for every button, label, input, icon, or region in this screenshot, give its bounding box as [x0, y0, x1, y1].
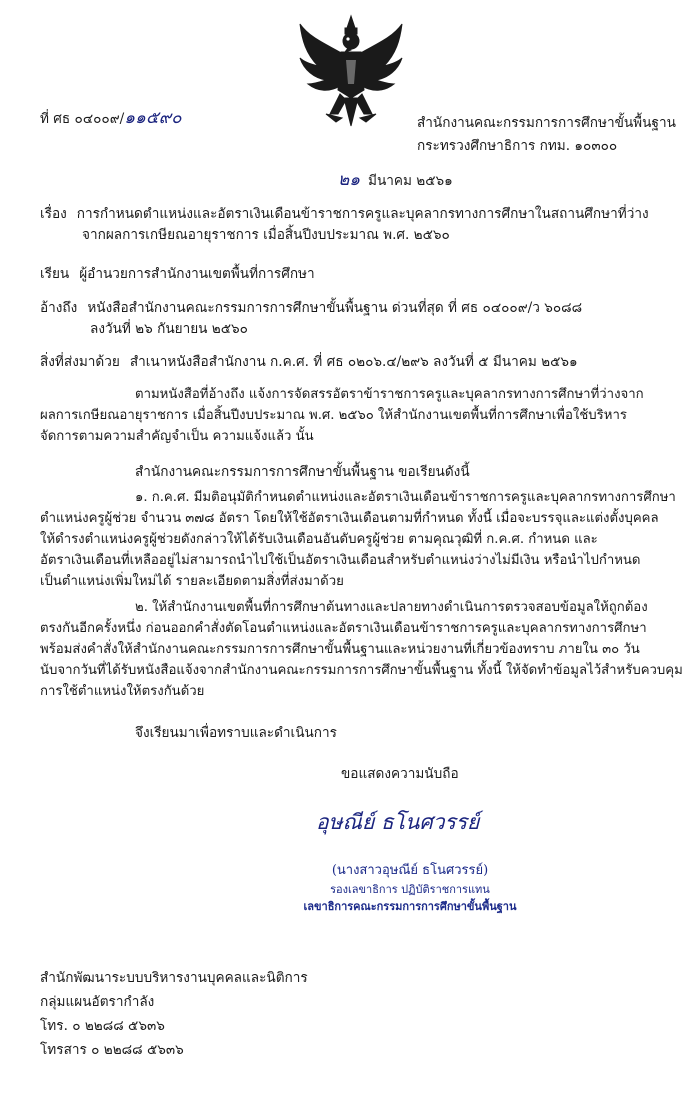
- item1-line-1: ๑. ก.ค.ศ. มีมติอนุมัติกำหนดตำแหน่งและอัตราเงินเดือนข้าราชการครูและบุคลากรทางการศึกษา: [135, 490, 676, 505]
- org-line-2: กระทรวงศึกษาธิการ กทม. ๑๐๓๐๐: [417, 138, 618, 154]
- org-line-1: สำนักงานคณะกรรมการการศึกษาขั้นพื้นฐาน: [417, 115, 676, 131]
- body-paragraph-1: [40, 384, 680, 447]
- reference-section: [40, 298, 680, 340]
- subject-line-1: การกำหนดตำแหน่งและอัตราเงินเดือนข้าราชการครูและบุคลากรทางการศึกษาในสถานศึกษาที่ว่าง: [76, 206, 649, 222]
- reference-line-2: ลงวันที่ ๒๖ กันยายน ๒๕๖๐: [90, 321, 248, 337]
- subject-line-2: จากผลการเกษียณอายุราชการ เมื่อสิ้นปีงบประมาณ พ.ศ. ๒๕๖๐: [82, 227, 450, 243]
- para2-text: สำนักงานคณะกรรมการการศึกษาขั้นพื้นฐาน ขอเรียนดังนี้: [135, 464, 470, 480]
- para1-line-3: จัดการตามความสำคัญจำเป็น ความแจ้งแล้ว นั้น: [40, 429, 314, 444]
- signature-block: [300, 860, 520, 915]
- document-date: [338, 170, 453, 192]
- item1-line-5: เป็นตำแหน่งเพิ่มใหม่ได้ รายละเอียดตามสิ่งที่ส่งมาด้วย: [40, 574, 344, 589]
- item2-line-3: พร้อมส่งคำสั่งให้สำนักงานคณะกรรมการการศึกษาขั้นพื้นฐานและหน่วยงานที่เกี่ยวข้องทราบ ภายใน ๓๐ วัน: [40, 642, 640, 657]
- para1-line-2: ผลการเกษียณอายุราชการ เมื่อสิ้นปีงบประมาณ พ.ศ. ๒๕๖๐ ให้สำนักงานเขตพื้นที่การศึกษาเพื่อใช้บริหาร: [40, 408, 627, 423]
- item2-line-1: ๒. ให้สำนักงานเขตพื้นที่การศึกษาต้นทางและปลายทางดำเนินการตรวจสอบข้อมูลให้ถูกต้อง: [135, 600, 648, 615]
- para1-line-1: ตามหนังสือที่อ้างถึง แจ้งการจัดสรรอัตราข้าราชการครูและบุคลากรทางการศึกษาที่ว่างจาก: [135, 387, 644, 402]
- garuda-emblem: [296, 14, 406, 132]
- signatory-position-1: รองเลขาธิการ ปฏิบัติราชการแทน: [330, 883, 490, 896]
- reference-line-1: หนังสือสำนักงานคณะกรรมการการศึกษาขั้นพื้นฐาน ด่วนที่สุด ที่ ศธ ๐๔๐๐๙/ว ๖๐๘๘: [87, 300, 583, 316]
- footer-fax: โทรสาร ๐ ๒๒๘๘ ๕๖๓๖: [40, 1042, 184, 1058]
- body-item-1: [40, 487, 680, 592]
- footer-tel: โทร. ๐ ๒๒๘๘ ๕๖๓๖: [40, 1018, 165, 1034]
- addressee-label: เรียน: [40, 266, 70, 282]
- body-paragraph-2: [135, 462, 470, 483]
- ref-number-handwritten: ๑๑๕๙๐: [124, 108, 182, 128]
- date-day-handwritten: ๒๑: [338, 170, 360, 190]
- footer-contact: [40, 966, 440, 1062]
- item1-line-3: ให้ดำรงตำแหน่งครูผู้ช่วยดังกล่าวให้ได้รับเงินเดือนอันดับครูผู้ช่วย ตามคุณวุฒิที่ ก.ค.ศ. กำหนด และ: [40, 532, 598, 547]
- subject-label: เรื่อง: [40, 206, 67, 222]
- enclosure-label: สิ่งที่ส่งมาด้วย: [40, 354, 120, 370]
- signatory-position-2: เลขาธิการคณะกรรมการการศึกษาขั้นพื้นฐาน: [303, 900, 517, 913]
- subject-section: [40, 204, 680, 246]
- item2-line-4: นับจากวันที่ได้รับหนังสือแจ้งจากสำนักงานคณะกรรมการการศึกษาขั้นพื้นฐาน ทั้งนี้ ให้จัดทำข้อมูลไว้สำหรับควบคุม: [40, 663, 683, 678]
- item1-line-2: ตำแหน่งครูผู้ช่วย จำนวน ๓๗๘ อัตรา โดยให้ใช้อัตราเงินเดือนตามที่กำหนด ทั้งนี้ เมื่อจะบรรจุและแต่งตั้งบุคคล: [40, 511, 659, 526]
- issuing-organization: [417, 113, 676, 157]
- ref-prefix: ที่ ศธ ๐๔๐๐๙/: [40, 111, 125, 127]
- item2-line-5: การใช้ตำแหน่งให้ตรงกันด้วย: [40, 684, 205, 699]
- closing-line: [135, 723, 337, 744]
- enclosure-text: สำเนาหนังสือสำนักงาน ก.ค.ศ. ที่ ศธ ๐๒๐๖.๔/๒๙๖ ลงวันที่ ๕ มีนาคม ๒๕๖๑: [129, 354, 578, 370]
- signatory-name: (นางสาวอุษณีย์ ธโนศวรรย์): [331, 863, 489, 878]
- handwritten-signature: อุษณีย์ ธโนศวรรย์: [316, 810, 480, 834]
- addressee-text: ผู้อำนวยการสำนักงานเขตพื้นที่การศึกษา: [79, 266, 315, 282]
- item1-line-4: อัตราเงินเดือนที่เหลืออยู่ไม่สามารถนำไปใช้เป็นอัตราเงินเดือนสำหรับตำแหน่งว่างไม่มีเงิน หรือนำไปกำหนด: [40, 553, 641, 568]
- date-month-year: มีนาคม ๒๕๖๑: [368, 173, 453, 189]
- item2-line-2: ตรงกันอีกครั้งหนึ่ง ก่อนออกคำสั่งตัดโอนตำแหน่งและอัตราเงินเดือนข้าราชการครูและบุคลากรทางการศึกษา: [40, 621, 647, 636]
- regards-text: ขอแสดงความนับถือ: [341, 766, 459, 782]
- footer-office: สำนักพัฒนาระบบบริหารงานบุคคลและนิติการ: [40, 970, 308, 986]
- enclosure-section: [40, 352, 578, 373]
- body-item-2: [40, 597, 683, 702]
- addressee-section: [40, 264, 315, 285]
- reference-label: อ้างถึง: [40, 300, 78, 316]
- document-reference-number: [40, 108, 182, 130]
- footer-group: กลุ่มแผนอัตรากำลัง: [40, 994, 155, 1010]
- closing-text: จึงเรียนมาเพื่อทราบและดำเนินการ: [135, 725, 337, 741]
